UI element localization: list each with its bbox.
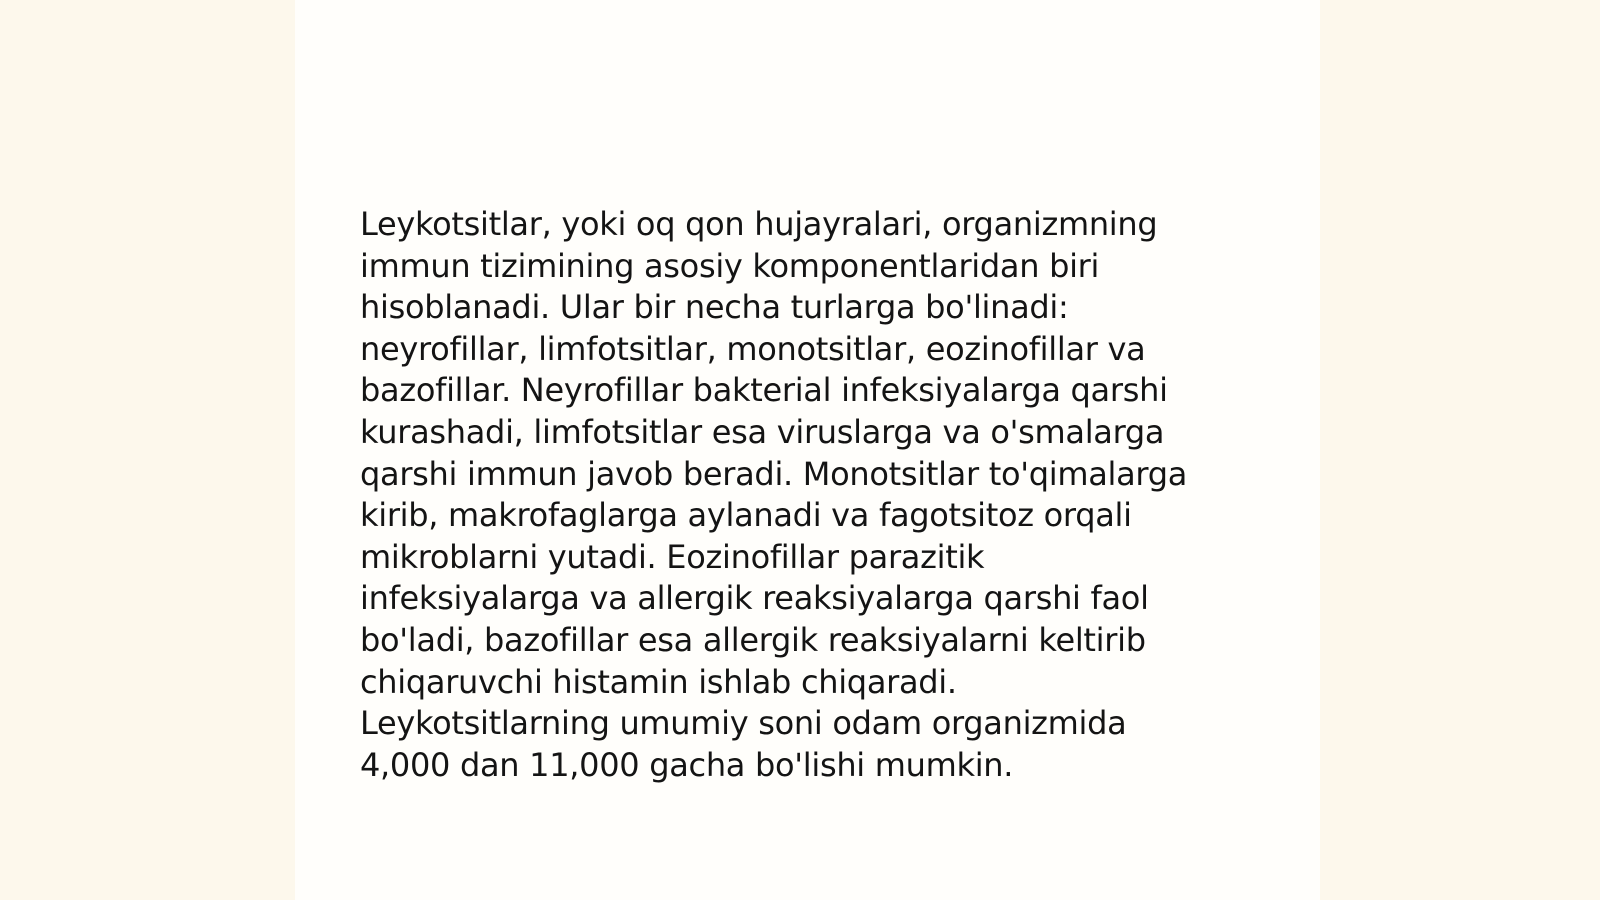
paragraph-line: chiqaruvchi histamin ishlab chiqaradi. [360,662,957,701]
paragraph-line: immun tizimining asosiy komponentlaridan biri [360,246,1100,285]
paragraph-line: neyrofillar, limfotsitlar, monotsitlar, eozinofillar va [360,329,1146,368]
paragraph-line: kirib, makrofaglarga aylanadi va fagotsitoz orqali [360,496,1132,535]
paragraph-line: infeksiyalarga va allergik reaksiyalarga qarshi faol [360,579,1149,618]
body-paragraph [360,204,1240,786]
paragraph-line: Leykotsitlar, yoki oq qon hujayralari, organizmning [360,205,1158,243]
paragraph-line: hisoblanadi. Ular bir necha turlarga bo'linadi: [360,288,1069,327]
paragraph-line: 4,000 dan 11,000 gacha bo'lishi mumkin. [360,745,1014,784]
paragraph-line: bo'ladi, bazofillar esa allergik reaksiyalarni keltirib [360,620,1146,659]
paragraph-line: kurashadi, limfotsitlar esa viruslarga va o'smalarga [360,412,1165,451]
paragraph-line: qarshi immun javob beradi. Monotsitlar to'qimalarga [360,454,1188,493]
paragraph-line: mikroblarni yutadi. Eozinofillar parazitik [360,537,985,576]
paragraph-line: Leykotsitlarning umumiy soni odam organizmida [360,704,1127,743]
paragraph-line: bazofillar. Neyrofillar bakterial infeksiyalarga qarshi [360,371,1168,410]
document-page [295,0,1320,900]
